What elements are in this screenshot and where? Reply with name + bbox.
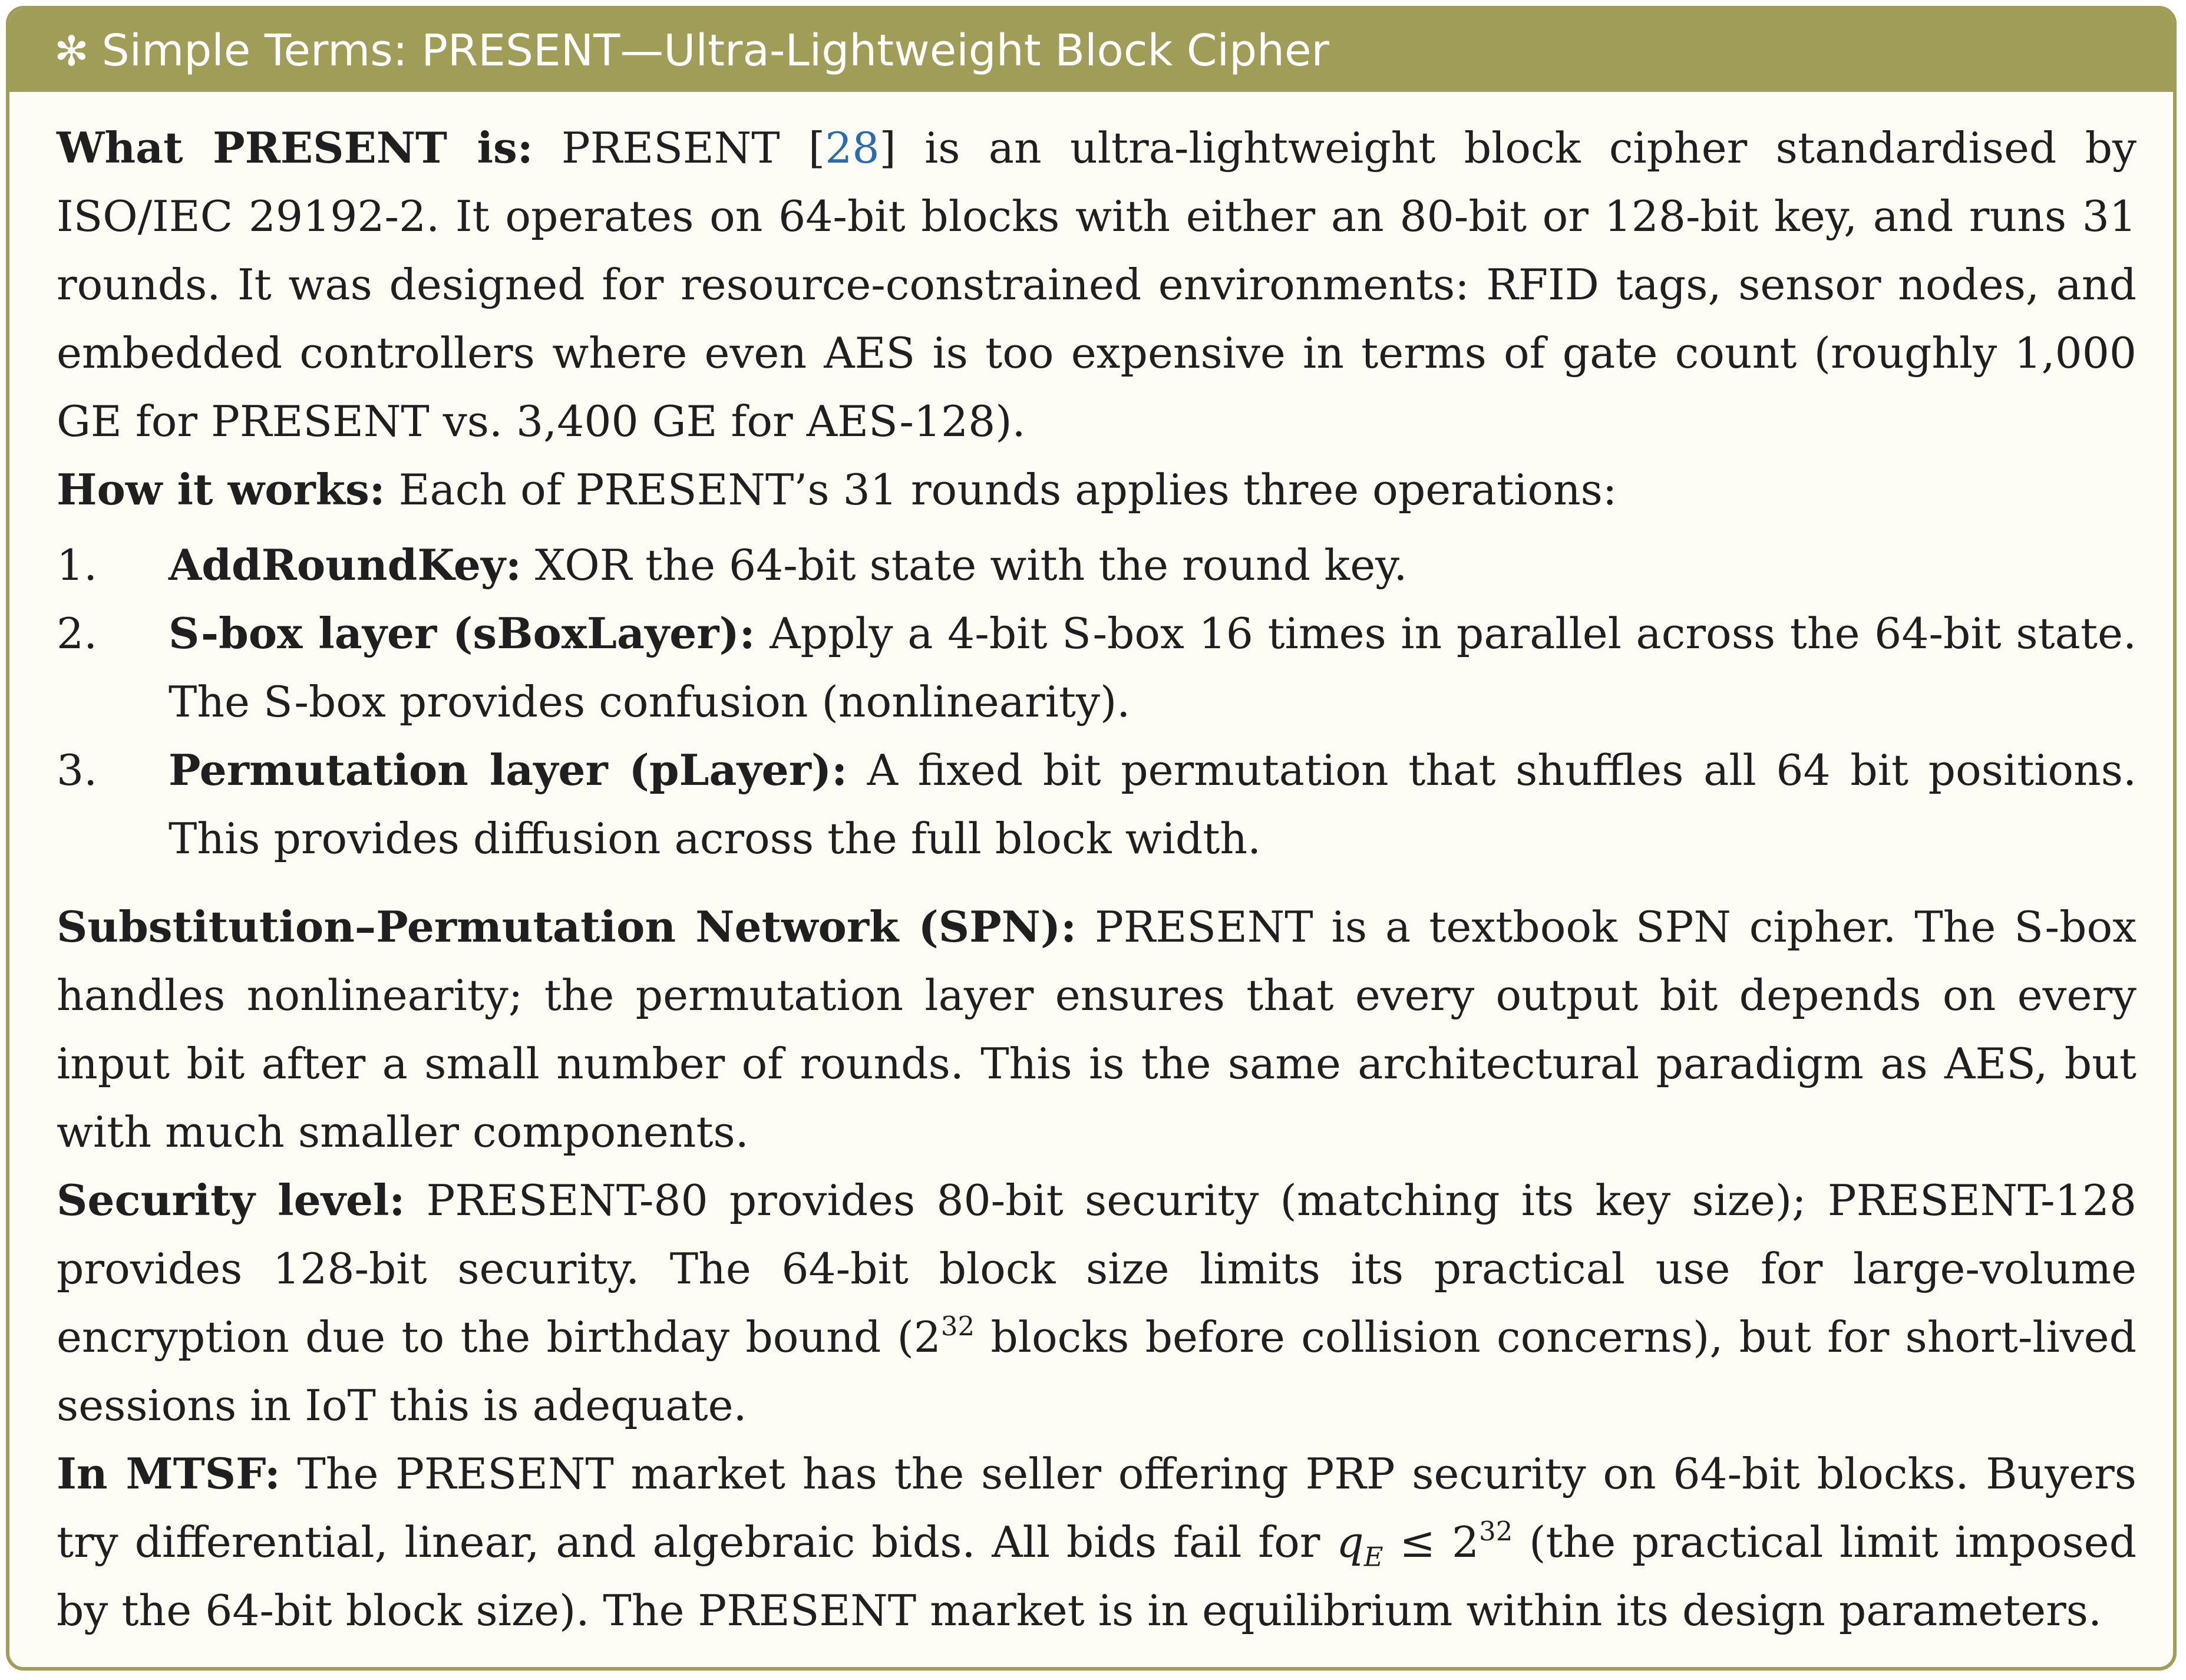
list-number: 1. <box>57 541 98 590</box>
operations-list <box>57 532 2137 873</box>
box-header <box>9 9 2173 92</box>
security-paragraph <box>57 1167 2137 1440</box>
mtsf-text-pre: The PRESENT market has the seller offering PRP security on 64-bit blocks. Buyers try differential, linear, and algebraic bids. All bids fail for <box>57 1450 2137 1567</box>
list-item <box>57 600 2137 737</box>
math-variable <box>1336 1518 1383 1573</box>
math-operator: ≤ 2 <box>1383 1518 1480 1567</box>
what-paragraph <box>57 114 2137 456</box>
box-title: Simple Terms: PRESENT—Ultra-Lightweight Block Cipher <box>101 25 1329 76</box>
list-term: AddRoundKey: <box>169 540 521 590</box>
mtsf-text-post: (the practical limit imposed by the 64-bit block size). The PRESENT market is in equilibrium within its design parameters. <box>57 1518 2137 1636</box>
simple-terms-box <box>6 6 2177 1671</box>
list-number: 2. <box>57 609 98 659</box>
what-text-post: ] is an ultra-lightweight block cipher standardised by ISO/IEC 29192-2. It operates on 64-bit blocks with either an 80-bit or 128-bit key, and runs 31 rounds. It was designed for resource-constrained environments: RFID tags, sensor nodes, and embedded controllers where even AES is too expensive in terms of gate count (roughly 1,000 GE for PRESENT vs. 3,400 GE for AES-128). <box>57 124 2137 447</box>
security-label: Security level: <box>57 1176 405 1226</box>
list-item <box>57 532 2137 600</box>
spn-text: PRESENT is a textbook SPN cipher. The S-box handles nonlinearity; the permutation layer ensures that every output bit depends on every input bit after a small number of rounds. This is the same architectural paradigm as AES, but with much smaller components. <box>57 903 2137 1157</box>
citation-link[interactable]: 28 <box>825 124 880 173</box>
list-text: XOR the 64-bit state with the round key. <box>521 541 1408 590</box>
mtsf-paragraph <box>57 1440 2137 1645</box>
mtsf-exponent: 32 <box>1479 1516 1513 1547</box>
how-paragraph <box>57 456 2137 524</box>
what-label: What PRESENT is: <box>57 123 533 173</box>
security-text-pre: PRESENT-80 provides 80-bit security (matching its key size); PRESENT-128 provides 128-bit security. The 64-bit block size limits its practical use for large-volume encryption due to the birthday bound (2 <box>57 1176 2137 1362</box>
security-text-post: blocks before collision concerns), but for short-lived sessions in IoT this is adequate. <box>57 1313 2137 1431</box>
mtsf-label: In MTSF: <box>57 1449 280 1499</box>
list-item <box>57 737 2137 873</box>
spn-label: Substitution–Permutation Network (SPN): <box>57 902 1077 952</box>
list-text: A fixed bit permutation that shuffles all 64 bit positions. This provides diffusion across the full block width. <box>169 746 2137 864</box>
asterisk-icon: ✻ <box>54 27 89 75</box>
box-content <box>57 114 2137 1645</box>
math-variable-subscript: E <box>1363 1541 1383 1573</box>
what-text-pre: PRESENT [ <box>533 124 825 173</box>
list-number: 3. <box>57 746 98 796</box>
how-label: How it works: <box>57 465 385 515</box>
list-term: Permutation layer (pLayer): <box>169 745 847 796</box>
list-text: Apply a 4-bit S-box 16 times in parallel across the 64-bit state. The S-box provides confusion (nonlinearity). <box>169 609 2137 727</box>
list-term: S-box layer (sBoxLayer): <box>169 609 755 659</box>
security-exponent: 32 <box>940 1311 975 1342</box>
math-variable-symbol: q <box>1336 1518 1364 1567</box>
how-text: Each of PRESENT’s 31 rounds applies three operations: <box>385 466 1617 515</box>
spn-paragraph <box>57 893 2137 1167</box>
